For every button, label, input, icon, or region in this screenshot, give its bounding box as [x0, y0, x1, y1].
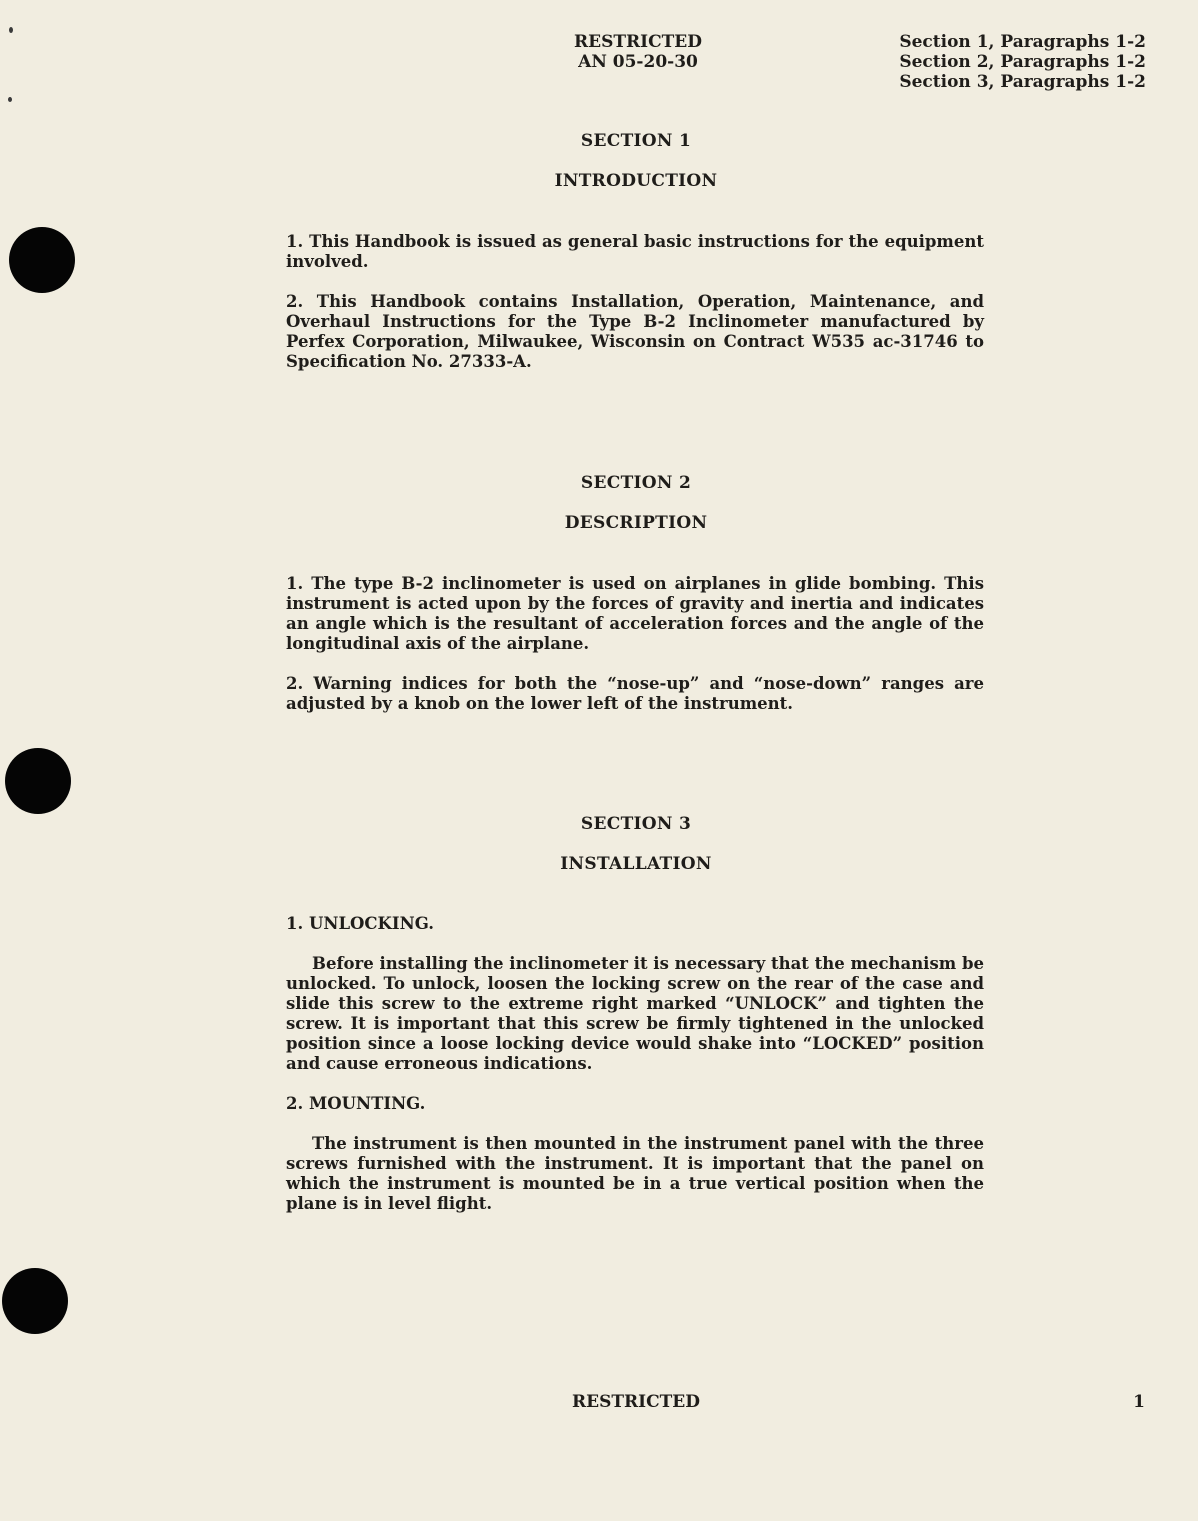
header-section-ref: Section 2, Paragraphs 1-2 — [899, 52, 1146, 72]
section-3-subtitle: INSTALLATION — [560, 854, 712, 874]
section-3-subheading-mounting: 2. MOUNTING. — [286, 1094, 426, 1113]
section-3-paragraph-mounting: The instrument is then mounted in the instrument panel with the three screws furnished with the instrument. It is important that the panel on which the instrument is mounted be in a true vertical position when the plane is in level flight. — [286, 1134, 984, 1213]
header-classification — [500, 32, 776, 72]
punch-hole — [5, 748, 71, 814]
punch-hole — [2, 1268, 68, 1334]
section-2-subtitle: DESCRIPTION — [564, 513, 708, 533]
scan-speck — [9, 27, 13, 33]
header-section-ref: Section 1, Paragraphs 1-2 — [899, 32, 1146, 52]
section-1-title: SECTION 1 — [580, 131, 692, 151]
section-3-subheading-unlocking: 1. UNLOCKING. — [286, 914, 434, 933]
punch-hole — [9, 227, 75, 293]
section-3-paragraph-unlocking: Before installing the inclinometer it is necessary that the mechanism be unlocked. To unlock, loosen the locking screw on the rear of the case and slide this screw to the extreme right marked “UNLOCK” and tighten the screw. It is important that this screw be firmly tightened in the unlocked position since a loose locking device would shake into “LOCKED” position and cause erroneous indications. — [286, 954, 984, 1073]
page-number: 1 — [1133, 1392, 1145, 1412]
scan-speck — [8, 97, 12, 102]
footer-classification: RESTRICTED — [572, 1392, 700, 1412]
header-restricted: RESTRICTED — [574, 32, 702, 52]
section-1-subtitle: INTRODUCTION — [554, 171, 718, 191]
section-1-paragraph-1: 1. This Handbook is issued as general basic instructions for the equipment involved. — [286, 232, 984, 271]
section-1-paragraph-2: 2. This Handbook contains Installation, Operation, Maintenance, and Overhaul Instructions for the Type B-2 Inclinometer manufactured by Perfex Corporation, Milwaukee, Wisconsin on Contract W535 ac-31746 to Specification No. 27333-A. — [286, 292, 984, 371]
section-3-title: SECTION 3 — [580, 814, 692, 834]
header-section-index — [860, 32, 1146, 92]
section-2-paragraph-1: 1. The type B-2 inclinometer is used on airplanes in glide bombing. This instrument is acted upon by the forces of gravity and inertia and indicates an angle which is the resultant of acceleration forces and the angle of the longitudinal axis of the airplane. — [286, 574, 984, 653]
section-2-paragraph-2: 2. Warning indices for both the “nose-up” and “nose-down” ranges are adjusted by a knob on the lower left of the instrument. — [286, 674, 984, 713]
section-2-title: SECTION 2 — [580, 473, 692, 493]
header-section-ref: Section 3, Paragraphs 1-2 — [899, 72, 1146, 92]
header-document-number: AN 05-20-30 — [578, 52, 698, 72]
